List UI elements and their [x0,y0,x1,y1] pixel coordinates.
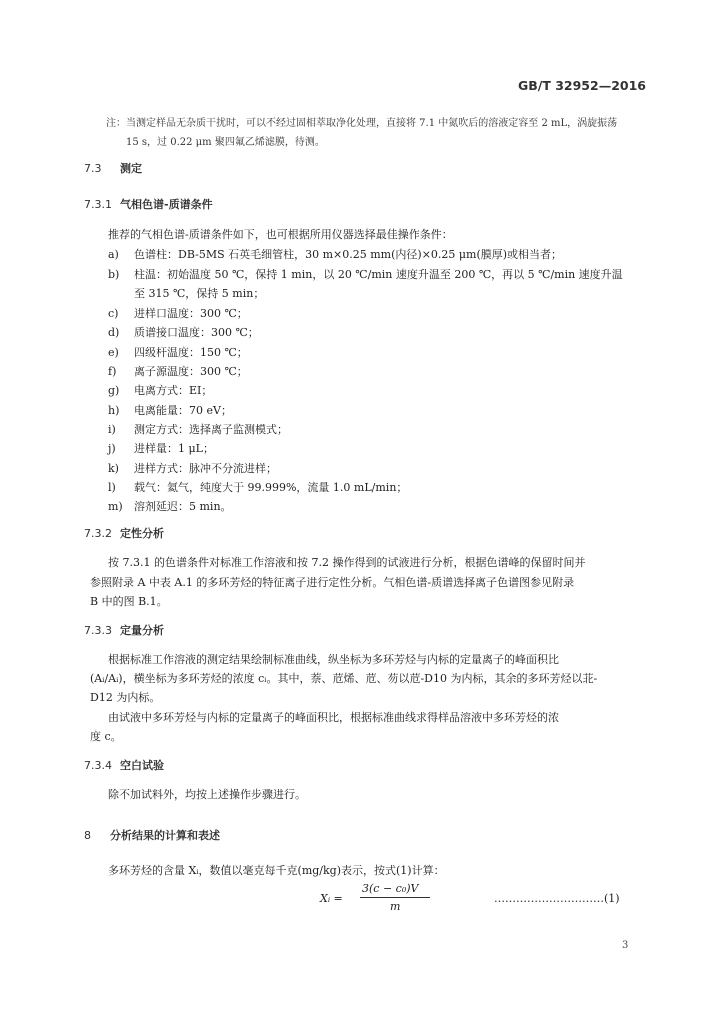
list-item-l: l) 载气：氦气，纯度大于 99.999%，流量 1.0 mL/min； [108,481,408,494]
list-item-f: f) 离子源温度：300 ℃； [108,365,248,378]
intro-7-3-1: 推荐的气相色谱-质谱条件如下，也可根据所用仪器选择最佳操作条件： [108,228,453,241]
equation-number: …………………………(1) [494,892,620,905]
para-8: 多环芳烃的含量 Xᵢ，数值以毫克每千克(mg/kg)表示，按式(1)计算： [108,864,445,877]
heading-7-3-4: 7.3.4 空白试验 [84,759,164,772]
heading-8: 8 分析结果的计算和表述 [84,829,220,842]
formula-denominator: m [390,900,401,913]
formula-lhs: Xᵢ = [320,892,343,905]
list-item-d: d) 质谱接口温度：300 ℃； [108,326,259,339]
list-item-h: h) 电离能量：70 eV； [108,404,232,417]
para-7-3-3-line-1: 根据标准工作溶液的测定结果绘制标准曲线，纵坐标为多环芳烃与内标的定量离子的峰面积比 [108,653,559,666]
list-item-j: j) 进样量：1 μL； [108,442,214,455]
para-7-3-4: 除不加试料外，均按上述操作步骤进行。 [108,788,306,801]
page-number: 3 [622,940,629,951]
para-7-3-3-line-2: (Aᵢ/Aᵢ)，横坐标为多环芳烃的浓度 cᵢ。其中，萘、苊烯、苊、芴以苊-D10 为内标，其余的多环芳烃以苝- [90,672,598,685]
heading-7-3-2: 7.3.2 定性分析 [84,527,164,540]
heading-7-3-1: 7.3.1 气相色谱-质谱条件 [84,198,213,211]
list-item-i: i) 测定方式：选择离子监测模式； [108,423,288,436]
para-7-3-2-line-2: 参照附录 A 中表 A.1 的多环芳烃的特征离子进行定性分析。气相色谱-质谱选择离子色谱图参见附录 [90,576,575,589]
list-item-a: a) 色谱柱：DB-5MS 石英毛细管柱，30 m×0.25 mm(内径)×0.25 μm(膜厚)或相当者； [108,248,563,261]
list-item-k: k) 进样方式：脉冲不分流进样； [108,462,277,475]
fraction-bar [360,897,430,898]
para-7-3-2-line-3: B 中的图 B.1。 [90,595,168,608]
para-7-3-3-line-3: D12 为内标。 [90,691,161,704]
list-item-b-cont: 至 315 ℃，保持 5 min； [134,287,265,300]
list-item-m: m) 溶剂延迟：5 min。 [108,500,232,513]
para-7-3-3-line-4: 由试液中多环芳烃与内标的定量离子的峰面积比，根据标准曲线求得样品溶液中多环芳烃的浓 [108,711,559,724]
list-item-c: c) 进样口温度：300 ℃； [108,307,248,320]
formula-numerator: 3(c − c₀)V [362,882,419,895]
standard-number: GB/T 32952—2016 [517,78,646,93]
list-item-b: b) 柱温：初始温度 50 ℃，保持 1 min，以 20 ℃/min 速度升温至 200 ℃，再以 5 ℃/min 速度升温 [108,268,623,281]
heading-7-3-3: 7.3.3 定量分析 [84,624,164,637]
para-7-3-2-line-1: 按 7.3.1 的色谱条件对标准工作溶液和按 7.2 操作得到的试液进行分析，根据色谱峰的保留时间并 [108,556,586,569]
note-line-1: 注：当测定样品无杂质干扰时，可以不经过固相萃取净化处理，直接将 7.1 中氮吹后的溶液定容至 2 mL，涡旋振荡 [106,118,618,129]
para-7-3-3-line-5: 度 c。 [90,730,122,743]
list-item-g: g) 电离方式：EI； [108,384,213,397]
heading-7-3: 7.3 测定 [84,162,142,175]
note-line-2: 15 s，过 0.22 μm 聚四氟乙烯滤膜，待测。 [126,137,325,148]
list-item-e: e) 四级杆温度：150 ℃； [108,346,248,359]
formula-1 [320,882,440,916]
